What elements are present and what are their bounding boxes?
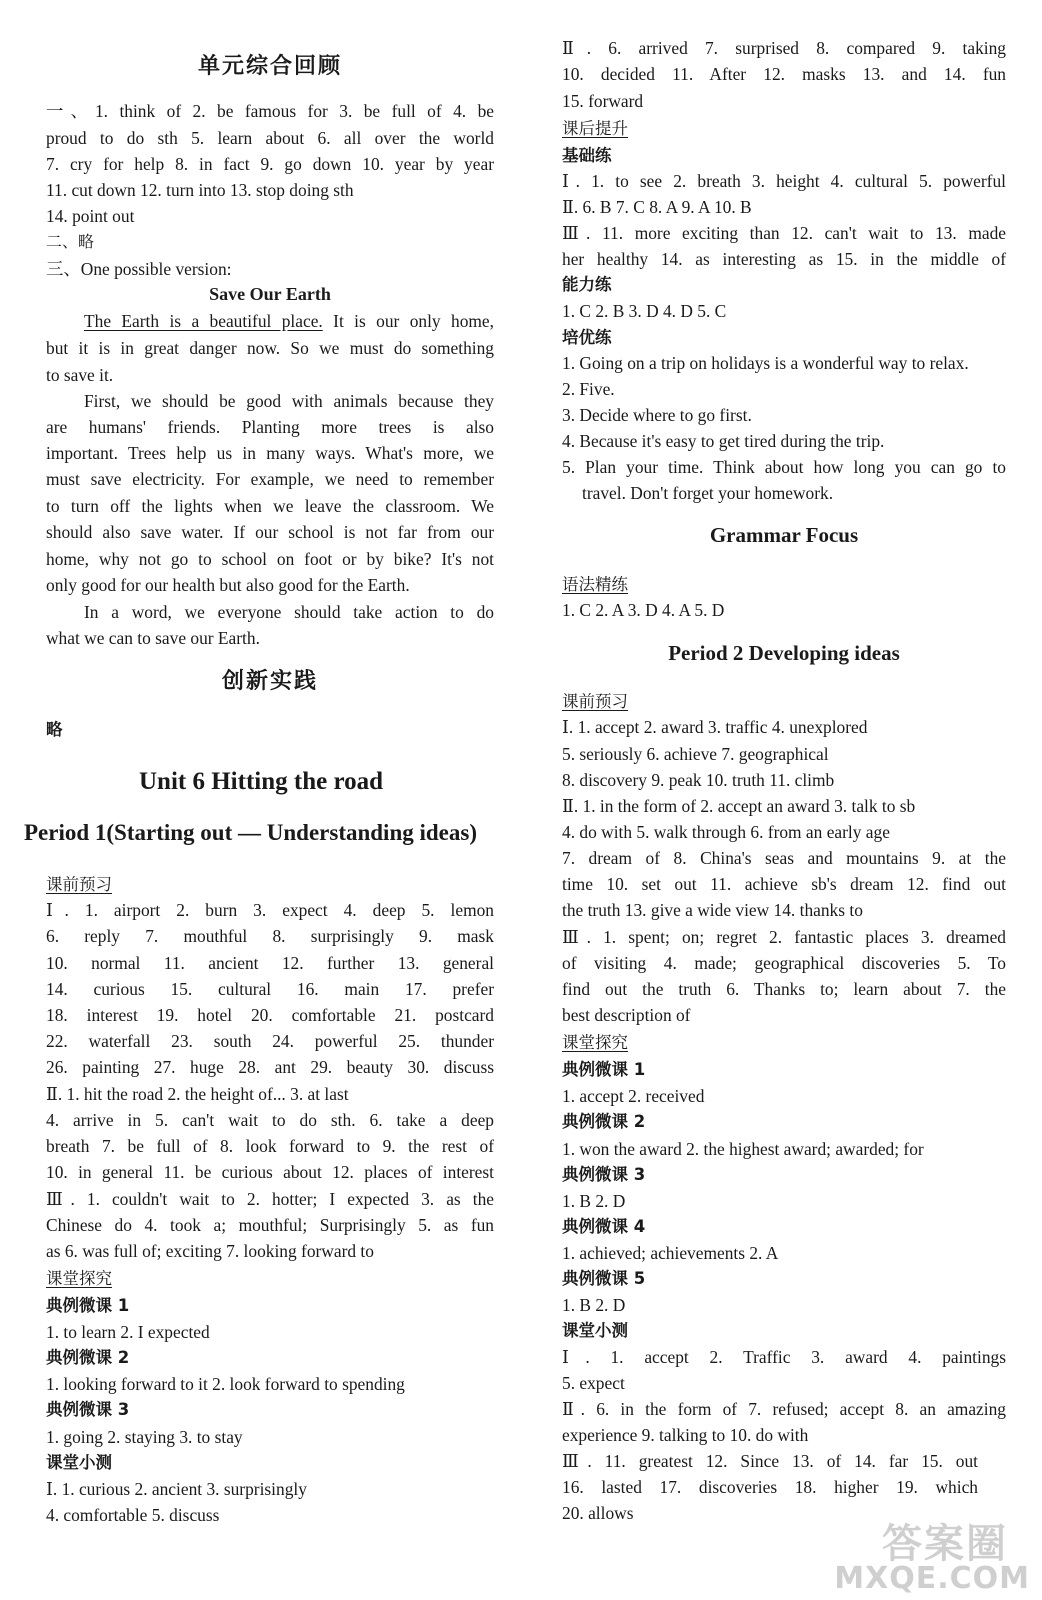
- micro-lesson-label: 典例微课 2: [46, 1348, 130, 1367]
- essay-line: In a word, we everyone should take action to do: [84, 602, 494, 622]
- preview-line: Ⅱ. 1. in the form of 2. accept an award 3. talk to sb: [562, 796, 916, 816]
- section-label: 课堂探究: [46, 1269, 112, 1288]
- part-two: 二、略: [46, 232, 95, 251]
- micro-lesson-answer: 1. won the award 2. the highest award; awarded; for: [562, 1139, 924, 1159]
- part-three: 三、One possible version:: [46, 259, 232, 279]
- basic-line: Ⅰ. 1. to see 2. breath 3. height 4. cultural 5. powerful: [562, 171, 1006, 191]
- ability-line: 1. C 2. B 3. D 4. D 5. C: [562, 301, 727, 321]
- watermark-text: 答案圈: [882, 1521, 1008, 1567]
- micro-lesson-label: 典例微课 3: [46, 1400, 130, 1419]
- quiz-label: 课堂小测: [562, 1321, 628, 1340]
- preview-line: Ⅰ. 1. accept 2. award 3. traffic 4. unexplored: [562, 717, 868, 737]
- preview-line: Chinese do 4. took a; mouthful; Surprisingly 5. as fun: [46, 1215, 494, 1235]
- period2-title: Period 2 Developing ideas: [668, 641, 900, 665]
- preview-line: 6. reply 7. mouthful 8. surprisingly 9. mask: [46, 926, 494, 946]
- micro-lesson-answer: 1. B 2. D: [562, 1295, 626, 1315]
- review-title: 单元综合回顾: [197, 54, 342, 79]
- watermark-logo: [834, 1512, 1036, 1596]
- micro-lesson-label: 典例微课 4: [562, 1217, 646, 1236]
- quiz-line: Ⅲ. 11. greatest 12. Since 13. of 14. far 15. out: [562, 1451, 978, 1471]
- quiz-line: Ⅱ. 6. in the form of 7. refused; accept 8. an amazing: [562, 1399, 1006, 1419]
- preview-line: best description of: [562, 1005, 691, 1025]
- review-line: 一、1. think of 2. be famous for 3. be full of 4. be: [46, 101, 494, 121]
- essay-line: only good for our health but also good for the Earth.: [46, 575, 410, 595]
- preview-line: 22. waterfall 23. south 24. powerful 25. thunder: [46, 1031, 494, 1051]
- essay-line: must save electricity. For example, we need to remember: [46, 469, 494, 489]
- preview-line: find out the truth 6. Thanks to; learn about 7. the: [562, 979, 1006, 999]
- preview-line: time 10. set out 11. achieve sb's dream 12. find out: [562, 874, 1006, 894]
- preview-line: breath 7. be full of 8. look forward to 9. the rest of: [46, 1136, 494, 1156]
- preview-line: the truth 13. give a wide view 14. thanks to: [562, 900, 863, 920]
- quiz-label: 课堂小测: [46, 1453, 112, 1472]
- micro-lesson-label: 典例微课 5: [562, 1269, 646, 1288]
- excellent-line: 3. Decide where to go first.: [562, 405, 752, 425]
- micro-lesson-label: 典例微课 2: [562, 1112, 646, 1131]
- excellent-line: 5. Plan your time. Think about how long you can go to: [562, 457, 1006, 477]
- innovation-body: 略: [46, 720, 63, 739]
- preview-line: Ⅲ. 1. couldn't wait to 2. hotter; I expected 3. as the: [46, 1189, 494, 1209]
- excellent-line: 4. Because it's easy to get tired during the trip.: [562, 431, 885, 451]
- basic-line: Ⅱ. 6. B 7. C 8. A 9. A 10. B: [562, 197, 752, 217]
- quiz-line: 20. allows: [562, 1503, 634, 1523]
- preview-line: 10. in general 11. be curious about 12. places of interest: [46, 1162, 494, 1182]
- answer-line: 15. forward: [562, 91, 644, 111]
- excellent-line: travel. Don't forget your homework.: [582, 483, 834, 503]
- section-label: 课堂探究: [562, 1033, 628, 1052]
- innovation-title: 创新实践: [221, 669, 318, 694]
- quiz-line: experience 9. talking to 10. do with: [562, 1425, 809, 1445]
- preview-line: 10. normal 11. ancient 12. further 13. general: [46, 953, 494, 973]
- essay-title: Save Our Earth: [209, 284, 331, 304]
- grammar-line: 1. C 2. A 3. D 4. A 5. D: [562, 600, 725, 620]
- section-label: 课前预习: [562, 692, 628, 711]
- section-label: 课后提升: [562, 119, 628, 138]
- preview-line: 7. dream of 8. China's seas and mountains 9. at the: [562, 848, 1006, 868]
- watermark-url: MXQE.COM: [834, 1561, 1030, 1596]
- quiz-line: 5. expect: [562, 1373, 625, 1393]
- review-line: proud to do sth 5. learn about 6. all over the world: [46, 128, 494, 148]
- preview-line: of visiting 4. made; geographical discoveries 5. To: [562, 953, 1006, 973]
- preview-line: 26. painting 27. huge 28. ant 29. beauty 30. discuss: [46, 1057, 494, 1077]
- preview-line: Ⅰ. 1. airport 2. burn 3. expect 4. deep 5. lemon: [46, 900, 494, 920]
- essay-line: home, why not go to school on foot or by bike? It's not: [46, 549, 494, 569]
- period-title: Period 1(Starting out — Understanding ideas): [24, 820, 477, 845]
- review-line: 11. cut down 12. turn into 13. stop doing sth: [46, 180, 354, 200]
- practice-label: 培优练: [562, 328, 612, 347]
- micro-lesson-answer: 1. looking forward to it 2. look forward to spending: [46, 1374, 405, 1394]
- review-line: 7. cry for help 8. in fact 9. go down 10. year by year: [46, 154, 494, 174]
- practice-label: 基础练: [562, 146, 612, 165]
- micro-lesson-label: 典例微课 3: [562, 1165, 646, 1184]
- review-line: 14. point out: [46, 206, 135, 226]
- essay-line: to save it.: [46, 365, 114, 385]
- micro-lesson-answer: 1. to learn 2. I expected: [46, 1322, 210, 1342]
- section-label: 课前预习: [46, 875, 112, 894]
- preview-line: 18. interest 19. hotel 20. comfortable 21. postcard: [46, 1005, 494, 1025]
- excellent-line: 1. Going on a trip on holidays is a wonderful way to relax.: [562, 353, 969, 373]
- essay-underlined-sentence: The Earth is a beautiful place.: [84, 311, 323, 331]
- essay-line: [84, 310, 494, 332]
- essay-line: are humans' friends. Planting more trees is also: [46, 417, 494, 437]
- excellent-line: 2. Five.: [562, 379, 615, 399]
- quiz-line: 16. lasted 17. discoveries 18. higher 19. which: [562, 1477, 978, 1497]
- preview-line: as 6. was full of; exciting 7. looking forward to: [46, 1241, 374, 1261]
- micro-lesson-answer: 1. B 2. D: [562, 1191, 626, 1211]
- preview-line: Ⅱ. 1. hit the road 2. the height of... 3. at last: [46, 1084, 349, 1104]
- preview-line: Ⅲ. 1. spent; on; regret 2. fantastic places 3. dreamed: [562, 927, 1006, 947]
- preview-line: 5. seriously 6. achieve 7. geographical: [562, 744, 829, 764]
- unit-title: Unit 6 Hitting the road: [139, 768, 383, 795]
- essay-text: It is our only home,: [333, 311, 494, 331]
- basic-line: Ⅲ. 11. more exciting than 12. can't wait to 13. made: [562, 223, 1006, 243]
- essay-line: but it is in great danger now. So we must do something: [46, 338, 494, 358]
- quiz-line: 4. comfortable 5. discuss: [46, 1505, 220, 1525]
- essay-line: important. Trees help us in many ways. What's more, we: [46, 443, 494, 463]
- micro-lesson-answer: 1. going 2. staying 3. to stay: [46, 1427, 243, 1447]
- grammar-title: Grammar Focus: [709, 523, 859, 547]
- answer-line: Ⅱ. 6. arrived 7. surprised 8. compared 9. taking: [562, 38, 1006, 58]
- practice-label: 能力练: [562, 275, 612, 294]
- essay-line: what we can to save our Earth.: [46, 628, 260, 648]
- essay-line: should also save water. If our school is not far from our: [46, 522, 494, 542]
- basic-line: her healthy 14. as interesting as 15. in the middle of: [562, 249, 1006, 269]
- micro-lesson-label: 典例微课 1: [46, 1296, 130, 1315]
- preview-line: 14. curious 15. cultural 16. main 17. prefer: [46, 979, 494, 999]
- essay-line: to turn off the lights when we leave the classroom. We: [46, 496, 494, 516]
- essay-line: First, we should be good with animals because they: [84, 391, 494, 411]
- section-label: 语法精练: [562, 575, 628, 594]
- quiz-line: Ⅰ. 1. curious 2. ancient 3. surprisingly: [46, 1479, 307, 1499]
- preview-line: 4. arrive in 5. can't wait to do sth. 6. take a deep: [46, 1110, 494, 1130]
- preview-line: 8. discovery 9. peak 10. truth 11. climb: [562, 770, 835, 790]
- micro-lesson-answer: 1. accept 2. received: [562, 1086, 705, 1106]
- micro-lesson-label: 典例微课 1: [562, 1060, 646, 1079]
- micro-lesson-answer: 1. achieved; achievements 2. A: [562, 1243, 779, 1263]
- quiz-line: Ⅰ. 1. accept 2. Traffic 3. award 4. paintings: [562, 1347, 1006, 1367]
- answer-line: 10. decided 11. After 12. masks 13. and 14. fun: [562, 64, 1006, 84]
- preview-line: 4. do with 5. walk through 6. from an early age: [562, 822, 890, 842]
